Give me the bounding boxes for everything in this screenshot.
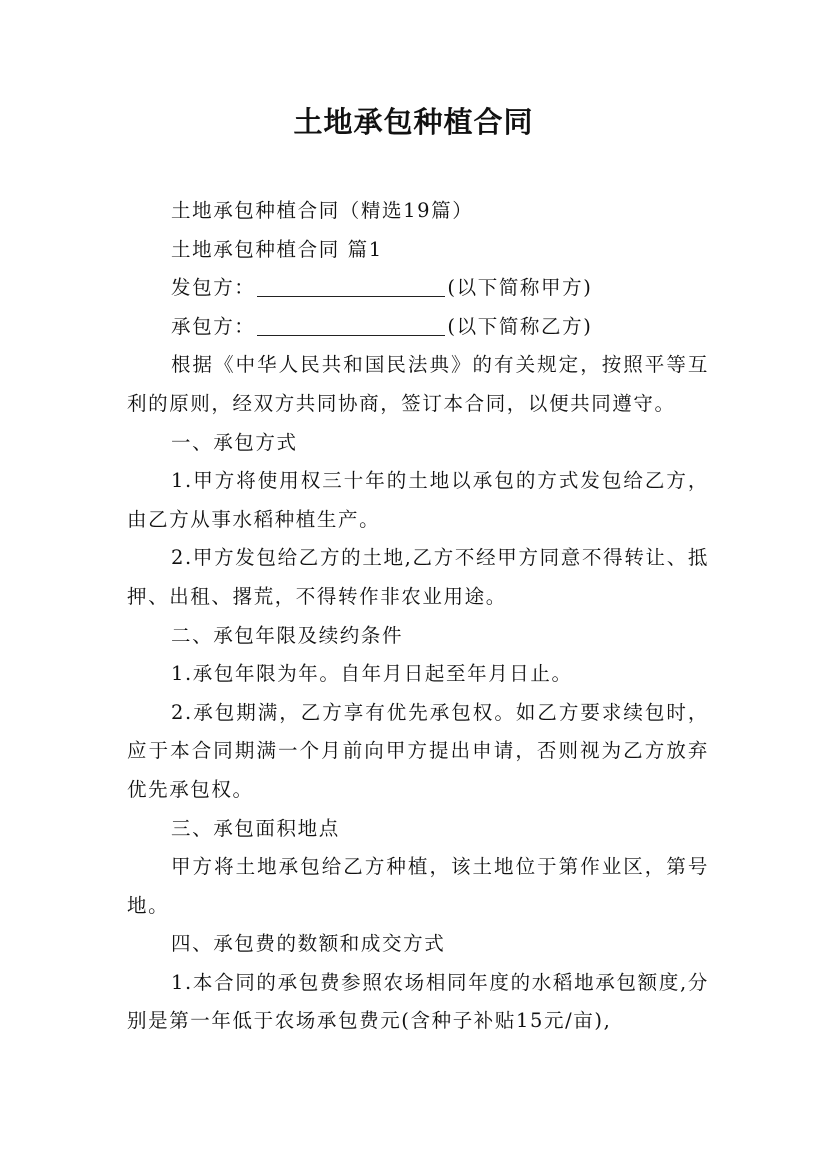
clause-2-item-2: 2.承包期满，乙方享有优先承包权。如乙方要求续包时，应于本合同期满一个月前向甲方提出申请，否则视为乙方放弃优先承包权。 [127,700,709,801]
clause-heading-1: 一、承包方式 [171,430,298,454]
clause-4-item-1: 1.本合同的承包费参照农场相同年度的水稻地承包额度,分别是第一年低于农场承包费元(含种子补贴15元/亩), [127,970,709,1033]
intro-paragraph: 根据《中华人民共和国民法典》的有关规定，按照平等互利的原则，经双方共同协商，签订本合同，以便共同遵守。 [127,353,709,415]
clause-1-item-2: 2.甲方发包给乙方的土地,乙方不经甲方同意不得转让、抵押、出租、撂荒，不得转作非农业用途。 [127,546,709,608]
clause-3-item-1: 甲方将土地承包给乙方种植，该土地位于第作业区，第号地。 [127,855,709,917]
document-body [127,192,709,1041]
party-a-suffix: (以下简称甲方) [447,276,593,300]
party-a-label: 发包方： [171,276,256,300]
clause-heading-3: 三、承包面积地点 [171,816,340,840]
clause-heading-2: 二、承包年限及续约条件 [171,623,404,647]
document-subtitle: 土地承包种植合同（精选19篇） [171,199,474,222]
party-b-line [127,308,709,347]
party-b-label: 承包方： [171,314,256,338]
party-b-blank [257,313,445,336]
party-a-blank [257,274,445,297]
clause-heading-4: 四、承包费的数额和成交方式 [171,932,446,956]
clause-2-item-1: 1.承包年限为年。自年月日起至年月日止。 [171,662,573,686]
section-heading: 土地承包种植合同 篇1 [171,237,383,261]
clause-1-item-1: 1.甲方将使用权三十年的土地以承包的方式发包给乙方，由乙方从事水稻种植生产。 [127,469,709,531]
party-a-line [127,269,709,308]
document-title: 土地承包种植合同 [293,105,534,139]
party-b-suffix: (以下简称乙方) [447,314,593,338]
